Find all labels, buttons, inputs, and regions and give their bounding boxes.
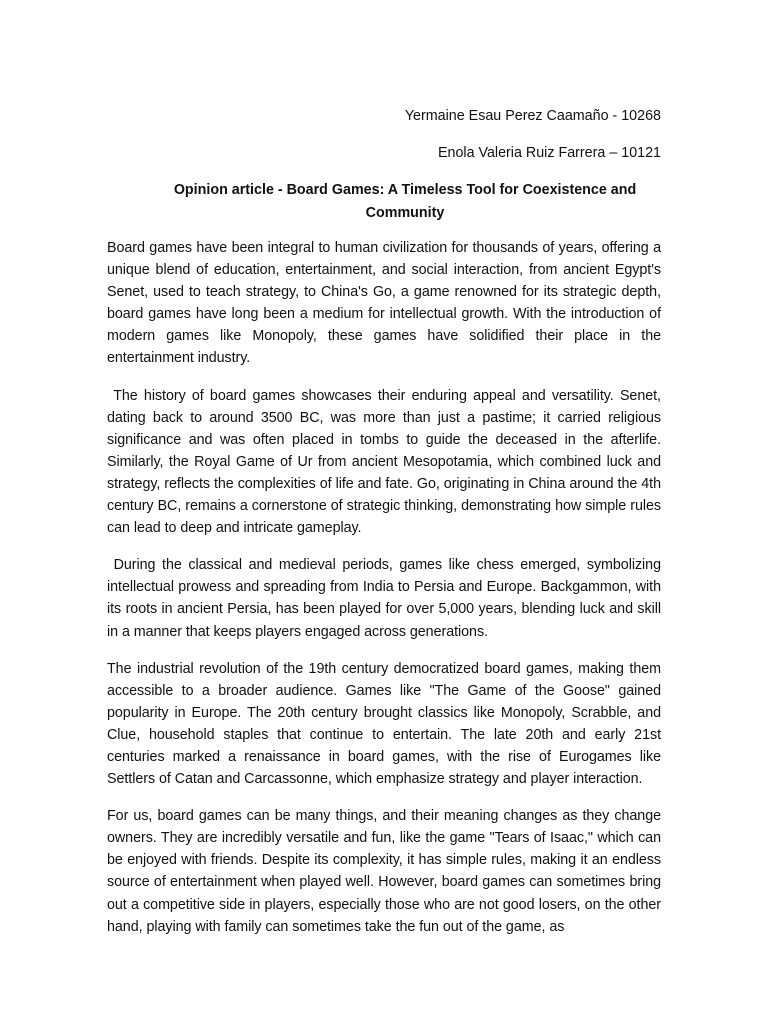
paragraph-intro: Board games have been integral to human civilization for thousands of years, offering a unique blend of education, entertainment, and social interaction, from ancient Egypt's Senet, used to teach strategy, to China's Go, a game renowned for its strategic depth, board games have long been a medium for intellectual growth. With the introduction of modern games like Monopoly, these games have solidified their place in the entertainment industry. [107, 240, 661, 367]
paragraph-industrial: The industrial revolution of the 19th century democratized board games, making them accessible to a broader audience. Games like "The Game of the Goose" gained popularity in Europe. The 20th century brought classics like Monopoly, Scrabble, and Clue, household staples that continue to entertain. The late 20th and early 21st centuries marked a renaissance in board games, with the rise of Eurogames like Settlers of Catan and Carcassonne, which emphasize strategy and player interaction. [107, 660, 661, 788]
paragraph-history: The history of board games showcases their enduring appeal and versatility. Senet, dating back to around 3500 BC, was more than just a pastime; it carried religious significance and was often placed in tombs to guide the deceased in the afterlife. Similarly, the Royal Game of Ur from ancient Mesopotamia, which combined luck and strategy, reflects the complexities of life and fate. Go, originating in China around the 4th century BC, remains a cornerstone of strategic thinking, demonstrating how simple rules can lead to deep and intricate gameplay. [107, 387, 665, 537]
paragraph-opinion: For us, board games can be many things, and their meaning changes as they change owners. They are incredibly versatile and fun, like the game "Tears of Isaac," which can be enjoyed with friends. Despite its complexity, it has simple rules, making it an endless source of entertainment when played well. However, board games can sometimes bring out a competitive side in players, especially those who are not good losers, on the other hand, playing with family can sometimes take the fun out of the game, as [107, 808, 661, 935]
author-line-1: Yermaine Esau Perez Caamaño - 10268 [404, 108, 661, 124]
author-line-2: Enola Valeria Ruiz Farrera – 10121 [437, 145, 661, 161]
article-title: Opinion article - Board Games: A Timeless Tool for Coexistence and Community [173, 182, 637, 221]
document-page [107, 105, 665, 953]
paragraph-classical-medieval: During the classical and medieval periods, games like chess emerged, symbolizing intellectual prowess and spreading from India to Persia and Europe. Backgammon, with its roots in ancient Persia, has been played for over 5,000 years, blending luck and skill in a manner that keeps players engaged across generations. [107, 557, 665, 640]
